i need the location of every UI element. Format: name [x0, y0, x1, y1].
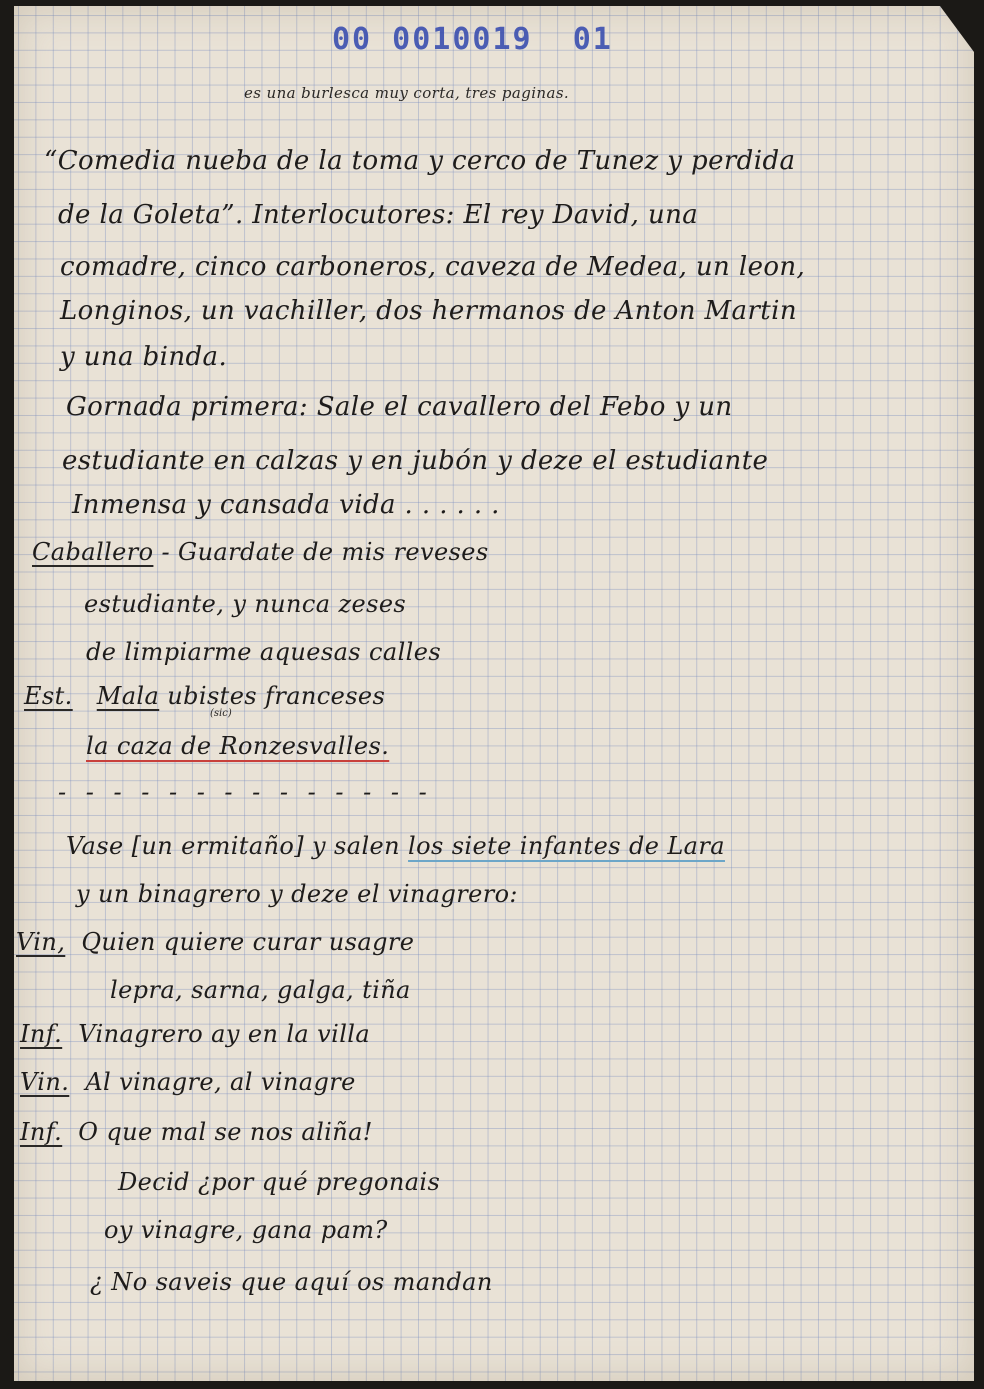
speech-inf-1-text: Vinagrero ay en la villa — [78, 1020, 371, 1048]
text-line-5: y una binda. — [60, 342, 228, 372]
speech-est-text: ubistes franceses — [159, 682, 386, 710]
text-line-16: y un binagrero y deze el vinagrero: — [76, 880, 518, 908]
text-line-6: Gornada primera: Sale el cavallero del Febo y un — [66, 392, 733, 422]
text-line-23: oy vinagre, gana pam? — [104, 1216, 388, 1244]
speaker-vin-1: Vin, — [16, 928, 66, 956]
manuscript-page — [14, 6, 974, 1381]
archive-stamp: 00 0010019 01 — [332, 22, 613, 57]
stage-direction-text: Vase [un ermitaño] y salen — [66, 832, 409, 860]
speech-caballero — [32, 538, 489, 566]
stage-direction-infantes: los siete infantes de Lara — [408, 832, 725, 860]
speaker-caballero: Caballero — [32, 538, 154, 566]
text-line-7: estudiante en calzas y en jubón y deze el estudiante — [62, 446, 769, 476]
speech-vin-1-text: Quien quiere curar usagre — [81, 928, 415, 956]
speaker-inf-1: Inf. — [20, 1020, 63, 1048]
text-line-13: la caza de Ronzesvalles. — [86, 732, 390, 760]
text-line-22: Decid ¿por qué pregonais — [118, 1168, 441, 1196]
text-line-1: “Comedia nueba de la toma y cerco de Tunez y perdida — [44, 146, 796, 176]
text-line-2: de la Goleta”. Interlocutores: El rey David, una — [58, 200, 699, 230]
separator-dashes: - - - - - - - - - - - - - - — [58, 778, 433, 806]
torn-corner — [940, 6, 974, 52]
speech-inf-2-text: O que mal se nos aliña! — [78, 1118, 373, 1146]
speech-vin-2-text: Al vinagre, al vinagre — [85, 1068, 356, 1096]
speaker-est: Est. — [24, 682, 73, 710]
speech-vin-2 — [20, 1068, 356, 1096]
speech-inf-1 — [20, 1020, 370, 1048]
text-line-18: lepra, sarna, galga, tiña — [110, 976, 411, 1004]
text-line-11: de limpiarme aquesas calles — [86, 638, 442, 666]
speech-vin-1 — [16, 928, 414, 956]
text-line-3: comadre, cinco carboneros, caveza de Medea, un leon, — [60, 252, 806, 282]
text-line-4: Longinos, un vachiller, dos hermanos de Anton Martin — [60, 296, 797, 326]
text-line-8: Inmensa y cansada vida . . . . . . — [72, 490, 500, 520]
speaker-inf-2: Inf. — [20, 1118, 63, 1146]
speech-caballero-text: - Guardate de mis reveses — [161, 538, 489, 566]
margin-note: es una burlesca muy corta, tres paginas. — [244, 84, 570, 102]
sic-note: (sic) — [210, 708, 232, 719]
stage-direction — [66, 832, 725, 860]
speaker-vin-2: Vin. — [20, 1068, 70, 1096]
text-line-10: estudiante, y nunca zeses — [84, 590, 407, 618]
speech-inf-2 — [20, 1118, 373, 1146]
speech-est-word: Mala — [96, 682, 160, 710]
speech-est — [24, 682, 385, 710]
text-line-24: ¿ No saveis que aquí os mandan — [90, 1268, 493, 1296]
